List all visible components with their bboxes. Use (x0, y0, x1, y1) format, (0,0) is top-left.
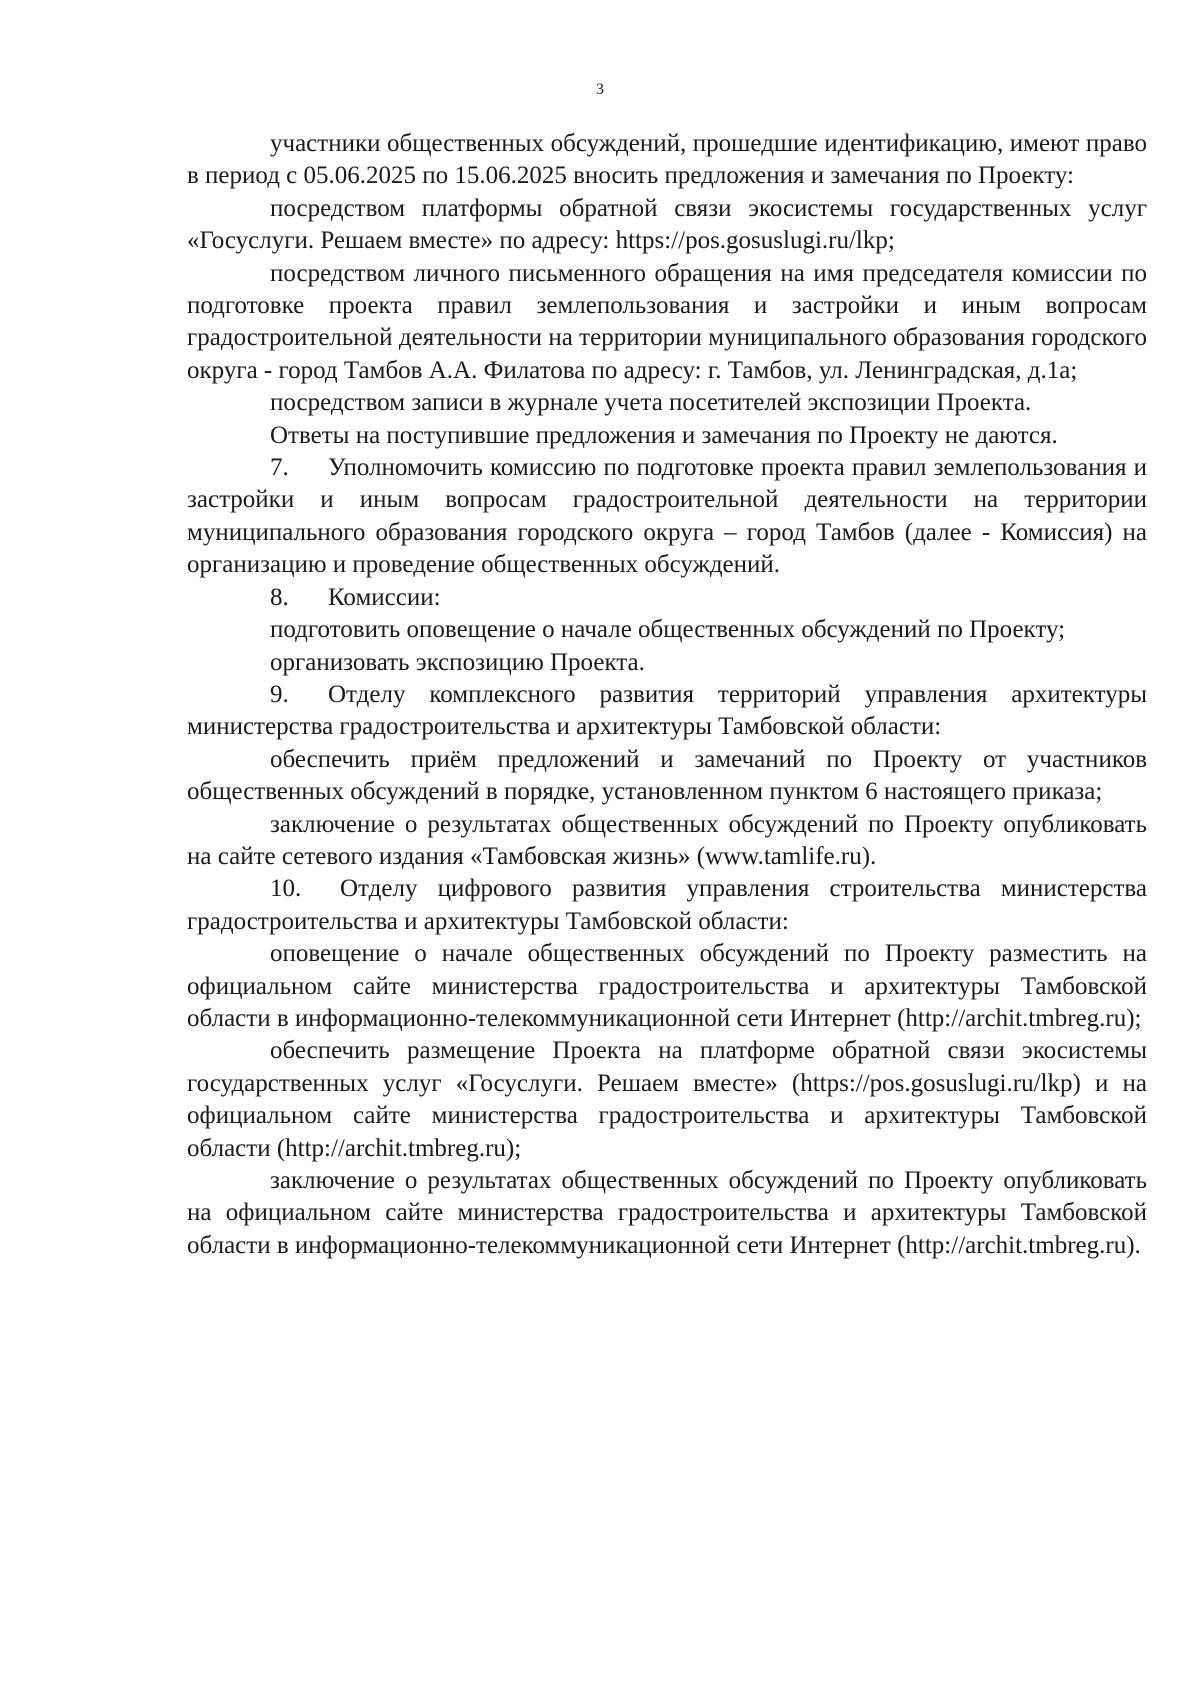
page-number: 3 (596, 81, 604, 98)
paragraph-post-notice (187, 938, 1147, 1035)
paragraph-text: Отделу комплексного развития территорий управления архитектуры министерства градостроительства и архитектуры Тамбовской области: (187, 680, 1147, 741)
paragraph-text: посредством записи в журнале учета посетителей экспозиции Проекта. (270, 389, 1032, 417)
paragraph-participants-rights (187, 128, 1147, 193)
paragraph-accept-proposals (187, 744, 1147, 809)
paragraph-item-7 (187, 452, 1147, 582)
paragraph-ensure-placement (187, 1035, 1147, 1165)
paragraph-text: организовать экспозицию Проекта. (270, 648, 645, 676)
paragraph-text: посредством платформы обратной связи экосистемы государственных услуг «Госуслуги. Решаем вместе» по адресу: https://pos.gosuslugi.ru/lkp; (187, 194, 1147, 255)
paragraph-text: обеспечить размещение Проекта на платформе обратной связи экосистемы государственных услуг «Госуслуги. Решаем вместе» (https://pos.gosuslugi.ru/lkp) и на официальном сайте министерства градостроительства и архитектуры Тамбовской области (http://archit.tmbreg.ru); (187, 1037, 1147, 1162)
paragraph-gosuslugi-platform (187, 193, 1147, 258)
item-number: 10. (270, 875, 302, 903)
paragraph-text: посредством личного письменного обращения на имя председателя комиссии по подготовке проекта правил землепользования и застройки и иным вопросам градостроительной деятельности на территории муниципального образования городского округа - город Тамбов А.А. Филатова по адресу: г. Тамбов, ул. Ленинградская, д.1а; (187, 259, 1147, 384)
paragraph-publish-official-site (187, 1165, 1147, 1262)
paragraph-text: оповещение о начале общественных обсуждений по Проекту разместить на официальном сайте министерства градостроительства и архитектуры Тамбовской области в информационно-телекоммуникационной сети Интернет (http://archit.tmbreg.ru); (187, 940, 1147, 1032)
paragraph-written-appeal (187, 258, 1147, 388)
paragraph-text: подготовить оповещение о начале общественных обсуждений по Проекту; (270, 616, 1066, 644)
paragraph-organize-exposition (187, 647, 1147, 679)
paragraph-item-10 (187, 873, 1147, 938)
item-number: 9. (270, 680, 289, 708)
paragraph-item-8 (187, 582, 1147, 614)
paragraph-item-9 (187, 679, 1147, 744)
paragraph-no-answers (187, 420, 1147, 452)
paragraph-text: Ответы на поступившие предложения и замечания по Проекту не даются. (270, 421, 1058, 449)
paragraph-text: Отделу цифрового развития управления строительства министерства градостроительства и архитектуры Тамбовской области: (187, 875, 1147, 935)
paragraph-publish-tamlife (187, 809, 1147, 874)
paragraph-text: заключение о результатах общественных обсуждений по Проекту опубликовать на официальном сайте министерства градостроительства и архитектуры Тамбовской области в информационно-телекоммуникационной сети Интернет (http://archit.tmbreg.ru). (187, 1167, 1147, 1259)
paragraph-text: Уполномочить комиссию по подготовке проекта правил землепользования и застройки и иным вопросам градостроительной деятельности на территории муниципального образования городского округа – город Тамбов (далее - Комиссия) на организацию и проведение общественных обсуждений. (187, 454, 1147, 579)
paragraph-text: обеспечить приём предложений и замечаний по Проекту от участников общественных обсуждений в порядке, установленном пунктом 6 настоящего приказа; (187, 745, 1147, 806)
paragraph-text: участники общественных обсуждений, прошедшие идентификацию, имеют право в период с 05.06.2025 по 15.06.2025 вносить предложения и замечания по Проекту: (187, 130, 1147, 190)
paragraph-prepare-notice (187, 614, 1147, 646)
paragraph-text: Комиссии: (328, 583, 441, 611)
document-body (187, 128, 1147, 1262)
item-number: 7. (270, 454, 289, 482)
paragraph-text: заключение о результатах общественных обсуждений по Проекту опубликовать на сайте сетевого издания «Тамбовская жизнь» (www.tamlife.ru). (187, 810, 1147, 870)
paragraph-visitor-journal (187, 387, 1147, 419)
item-number: 8. (270, 583, 289, 611)
